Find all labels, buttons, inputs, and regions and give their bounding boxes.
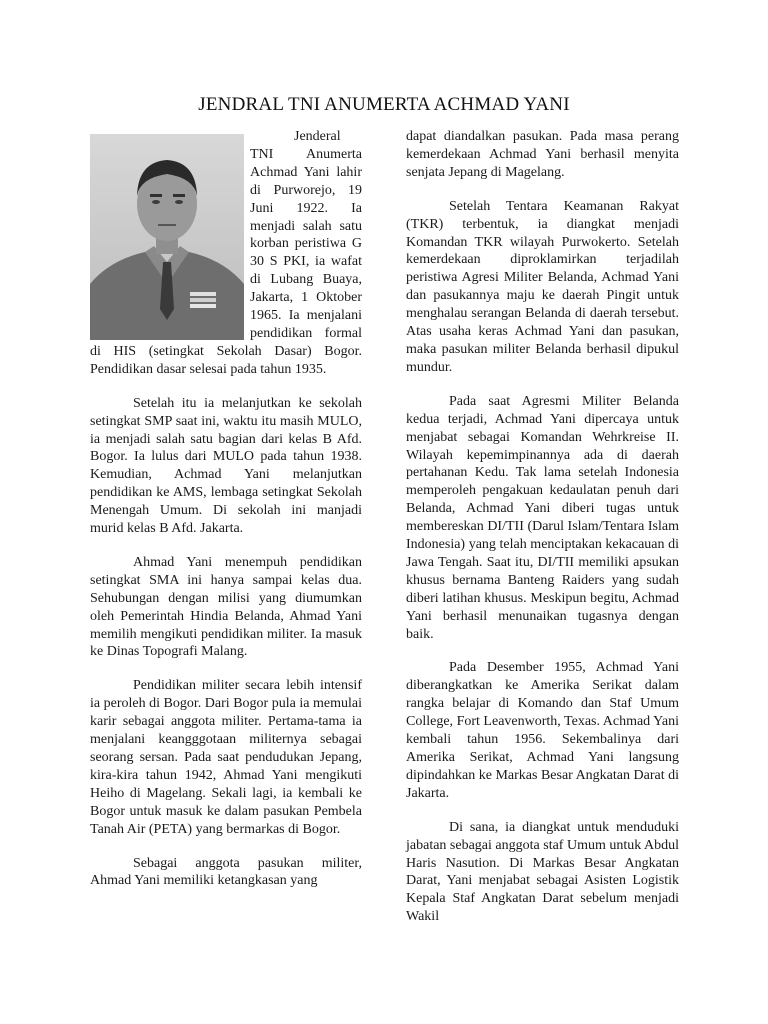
document-title: JENDRAL TNI ANUMERTA ACHMAD YANI xyxy=(198,94,570,115)
paragraph: Pada saat Agresmi Militer Belanda kedua terjadi, Achmad Yani dipercaya untuk menjabat sebagai Komandan Wehrkreise II. Wilayah kepemimpinannya ada di daerah pertahanan Kedu. Tak lama setelah Indonesia memperoleh pengakuan kedaulatan penuh dari Belanda, Achmad Yani diberi tugas untuk membereskan DI/TII (Darul Islam/Tentara Islam Indonesia) yang telah menciptakan kekacauan di Jawa Tengah. Saat itu, DI/TII memiliki apsukan khusus bernama Banteng Raiders yang sudah diberi latihan khusus. Meskipun begitu, Achmad Yani berhasil menunaikan tugasnya dengan baik. xyxy=(406,393,679,642)
paragraph: dapat diandalkan pasukan. Pada masa perang kemerdekaan Achmad Yani berhasil menyita senjata Jepang di Magelang. xyxy=(406,129,679,180)
paragraph: Jenderal TNI Anumerta Achmad Yani lahir di Purworejo, 19 Juni 1922. Ia menjadi salah satu korban peristiwa G 30 S PKI, ia wafat di Lubang Buaya, Jakarta, 1 Oktober 1965. Ia menjalani pendidikan formal di HIS (setingkat Sekolah Dasar) Bogor. Pendidikan dasar selesai pada tahun 1935. xyxy=(90,129,362,377)
portrait-photo xyxy=(90,134,244,340)
paragraph: Pendidikan militer secara lebih intensif ia peroleh di Bogor. Dari Bogor pula ia memulai karir sebagai anggota militer. Pertama-tama ia menjalani keangggotaan militernya sebagai seorang sersan. Pada saat pendudukan Jepang, kira-kira tahun 1942, Ahmad Yani mengikuti Heiho di Magelang. Sekali lagi, ia kembali ke Bogor untuk masuk ke dalam pasukan Pembela Tanah Air (PETA) yang bermarkas di Bogor. xyxy=(90,678,362,837)
paragraph: Di sana, ia diangkat untuk menduduki jabatan sebagai anggota staf Umum untuk Abdul Haris Nasution. Di Markas Besar Angkatan Darat, Yani menjabat sebagai Asisten Logistik Kepala Staf Angkatan Darat sebelum menjadi Wakil xyxy=(406,819,679,925)
left-column xyxy=(90,128,362,906)
paragraph: Pada Desember 1955, Achmad Yani diberangkatkan ke Amerika Serikat dalam rangka belajar di Komando dan Staf Umum College, Fort Leavenworth, Texas. Achmad Yani kembali tahun 1956. Sekembalinya dari Amerika Serikat, Achmad Yani langsung dipindahkan ke Markas Besar Angkatan Darat di Jakarta. xyxy=(406,660,679,801)
paragraph: Setelah Tentara Keamanan Rakyat (TKR) terbentuk, ia diangkat menjadi Komandan TKR wilayah Purwokerto. Setelah kemerdekaan diproklamirkan terjadilah peristiwa Agresi Militer Belanda, Achmad Yani dan pasukannya maju ke daerah Pingit untuk menghalau serangan Belanda di daerah tersebut. Atas usaha keras Achmad Yani dan pasukan, maka pasukan militer Belanda berhasil dipukul mundur. xyxy=(406,198,679,375)
right-column xyxy=(406,128,679,942)
paragraph: Setelah itu ia melanjutkan ke sekolah setingkat SMP saat ini, waktu itu masih MULO, ia menjadi salah satu bagian dari kelas B Afd. Bogor. Ia lulus dari MULO pada tahun 1938. Kemudian, Achmad Yani melanjutkan pendidikan ke AMS, lembaga setingkat Sekolah Menengah Umum. Di sekolah ini manjadi murid kelas B Afd. Jakarta. xyxy=(90,395,362,537)
paragraph: Sebagai anggota pasukan militer, Ahmad Yani memiliki ketangkasan yang xyxy=(90,855,362,889)
paragraph: Ahmad Yani menempuh pendidikan setingkat SMA ini hanya sampai kelas dua. Sehubungan dengan milisi yang diumumkan oleh Pemerintah Hindia Belanda, Ahmad Yani memilih mengikuti pendidikan militer. Ia masuk ke Dinas Topografi Malang. xyxy=(90,554,362,660)
portrait-image xyxy=(90,134,244,340)
